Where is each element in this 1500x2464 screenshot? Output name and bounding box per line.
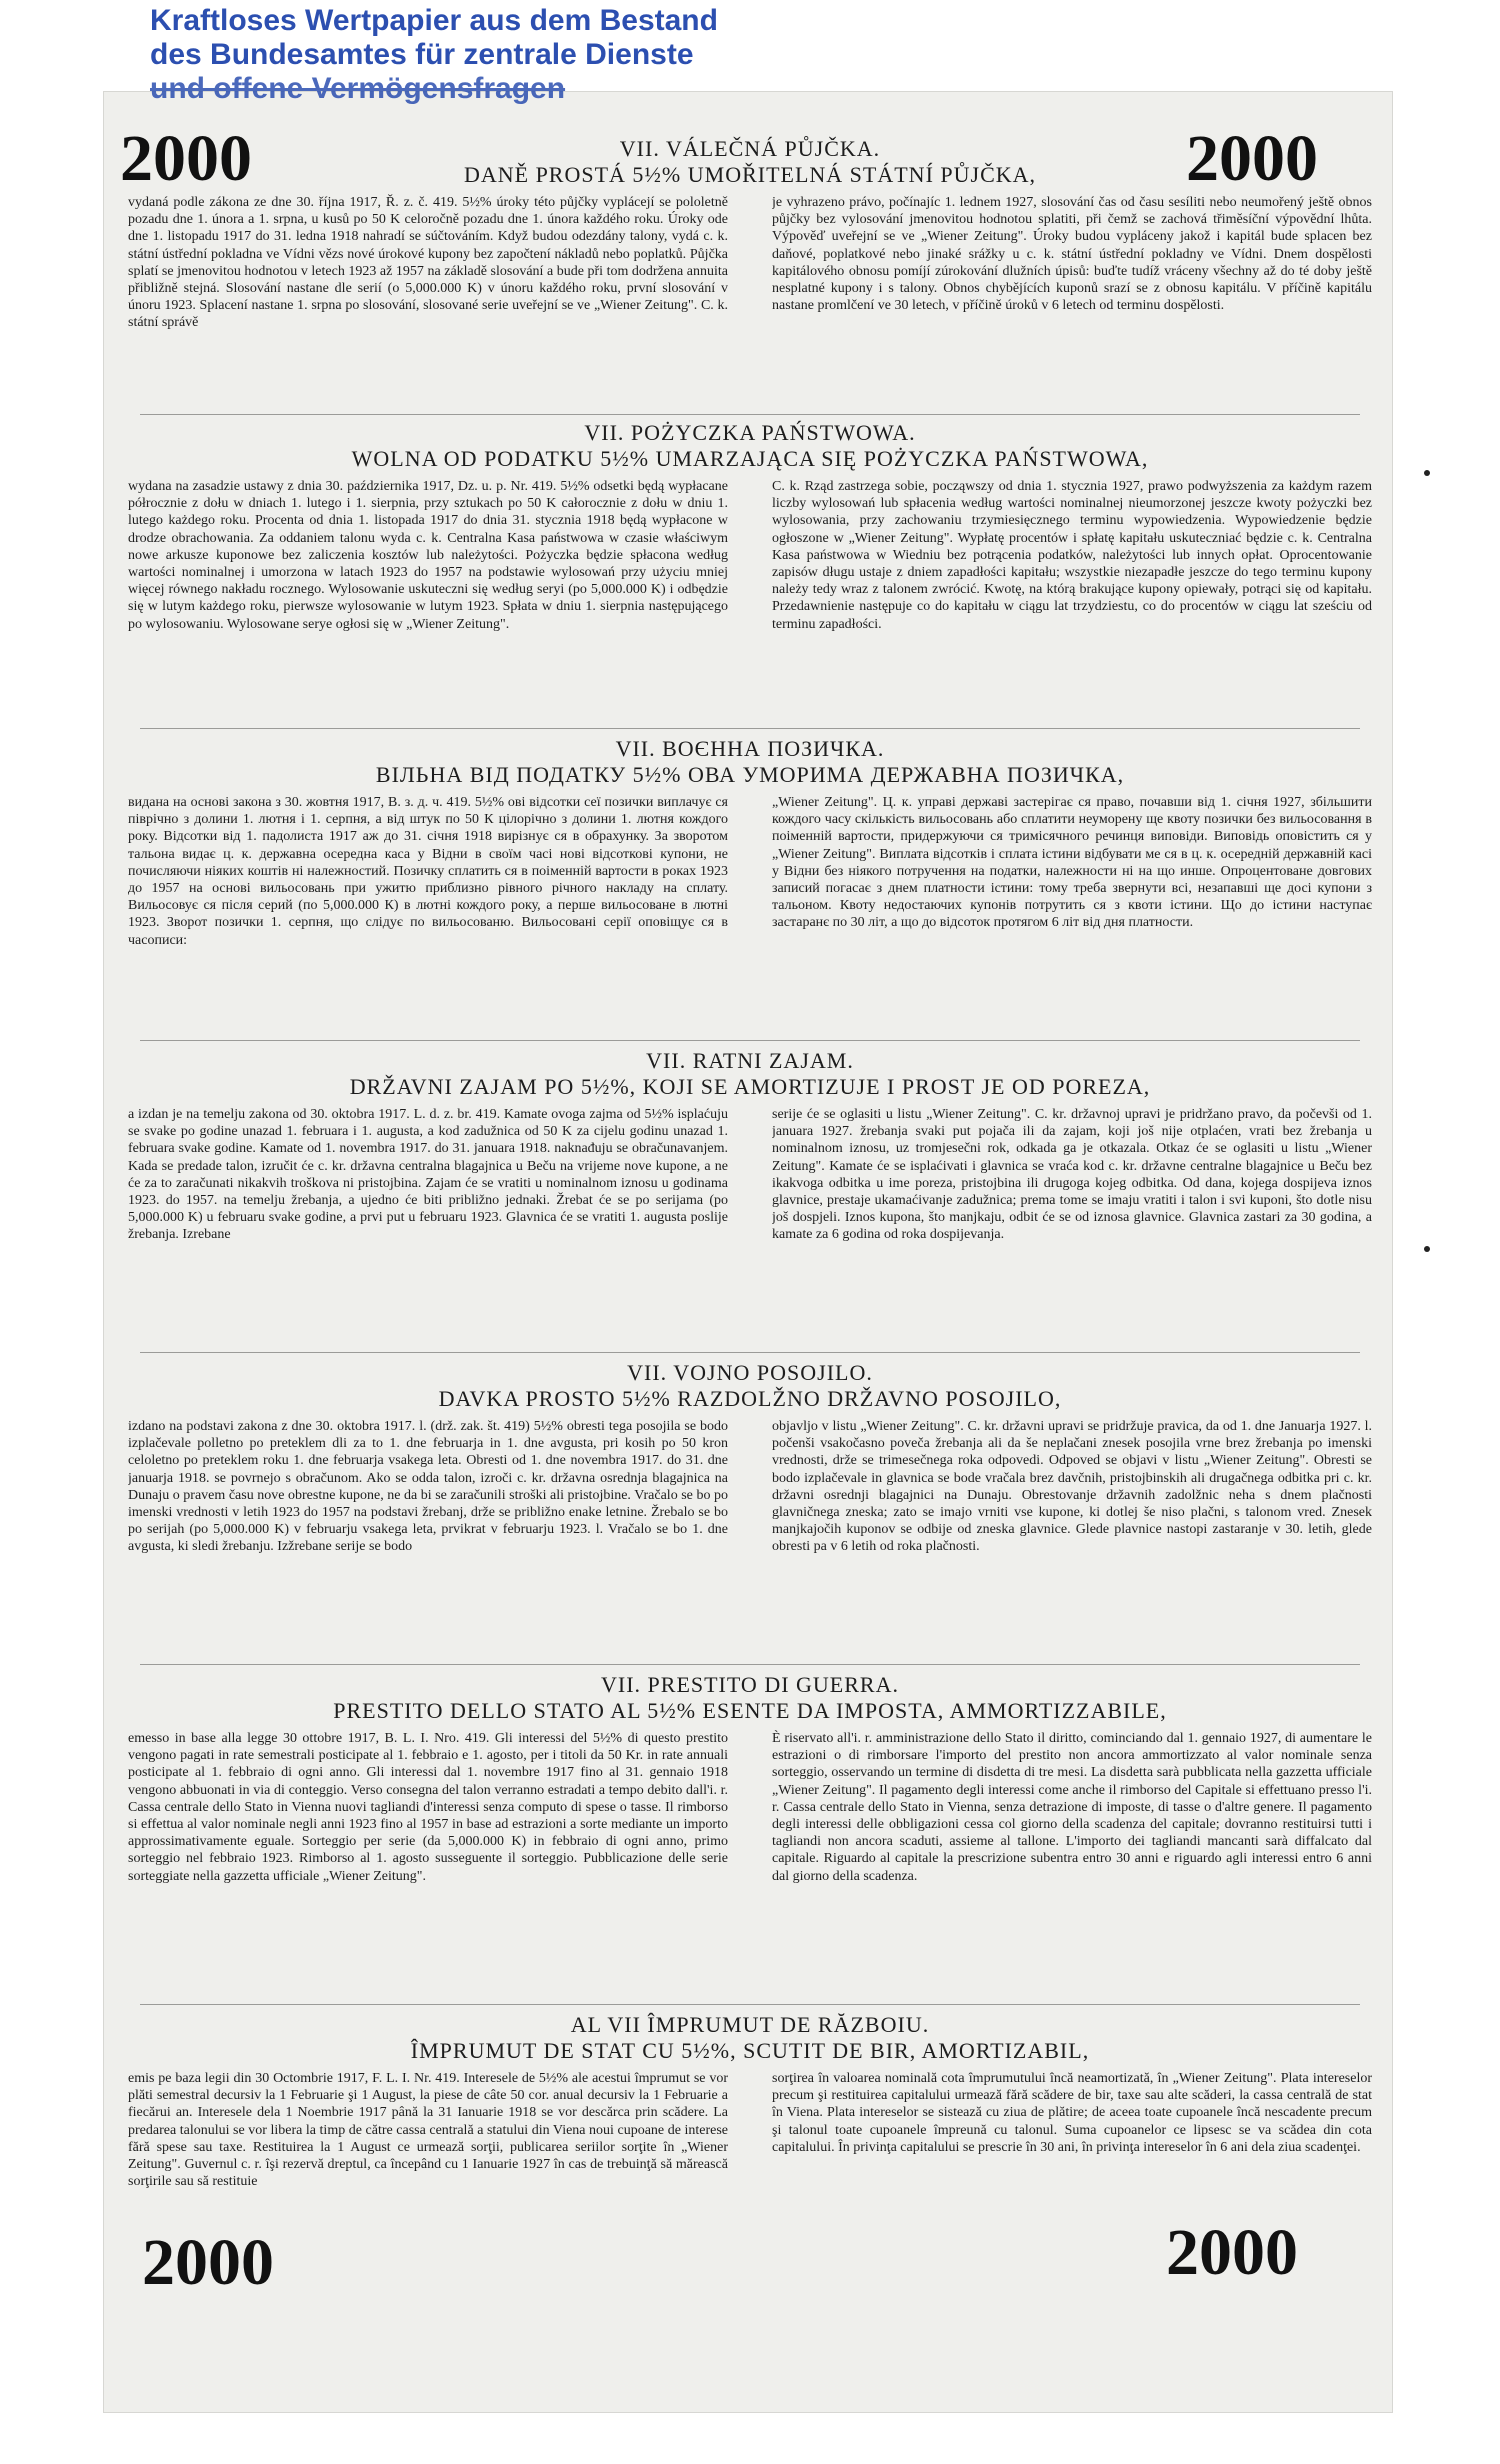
section-croatian-right-text: serije će se oglasiti u listu „Wiener Zeitung". C. kr. državnoj upravi je pridržano pravo, da počevši od 1. januara 1927. žrebanja svaki put pojača ili da zajam, koji još nije otplaćen, vrati bez žrebanja u nominalnom iznosu, uz tromjesečni rok, odkada ga je otkazala. Otkaz će se oglasiti u listu „Wiener Zeitung". Kamate će se isplaćivati i glavnica se vraća kod c. kr. državne centralne blagajnice u Beču bez ikakvoga odbitka u ime poreza, pristojbina ili drugoga kojeg odbitka. Od dana, kojega dospijeva iznos glavnice, prestaje ukamaćivanje zadužnica; prema tome se imaju vratiti i talon i svi kuponi, što dotle nisu još dospjeli. Iznos kupona, što manjkaju, odbit će se od iznosa glavnice. Glavnica zastari za 30 godina, a kamate za 6 godina od roka dospijevanja.: [772, 1107, 1372, 1243]
section-czech-right-text: je vyhrazeno právo, počínajíc 1. lednem 1927, slosování čas od času sesíliti nebo neumořený ještě obnos půjčky bez vylosování jmenovitou hodnotou splatiti, při čemž se zachová třiměsíční výpovědní lhůta. Výpověď uveřejní se ve „Wiener Zeitung". Úroky budou vypláceny jakož i kapitál bude splacen bez daňové, poplatkové nebo jinaké srážky u c. k. státní ústřední pokladny ve Vídni. Dnem dospělosti kapitálového obnosu pomíjí zúrokování dlužních úpisů: buďte tudíž vráceny všechny až do té doby ještě nesplatné kupony i s talony. Obnos chybějících kuponů srazí se z obnosu kapitálu. V příčině kapitálu nastane promlčení ve 30 letech, v příčině úroků v 6 letech od terminu dospělosti.: [772, 195, 1372, 314]
denomination-top-left: 2000: [120, 122, 252, 195]
section-czech-left-text: vydaná podle zákona ze dne 30. října 1917, Ř. z. č. 419. 5½% úroky této půjčky vyplácejí se pololetně pozadu dne 1. února a 1. srpna, u kusů po 50 K celoročně pozadu dne 1. února každého roku. Úroky ode dne 1. listopadu 1917 do 31. ledna 1918 nahradí se súčtováním. Když budou odezdány talony, vydá c. k. státní ústřední pokladna ve Vídni vězs nové úrokové kupony bez započtení nákladů nebo poplatků. Půjčka splatí se jmenovitou hodnotou v letech 1923 až 1957 na základě slosování a bude při tom dodržena annuita přibližně stejná. Slosování nastane dle serií (o 5,000.000 K) v únoru každého roku, první slosování v únoru 1923. Splacení nastane 1. srpna po slosování, slosované serie uveřejní se ve „Wiener Zeitung". C. k. státní správě: [128, 195, 728, 331]
denomination-bottom-left: 2000: [142, 2226, 274, 2299]
section-ukrainian-right-text: „Wiener Zeitung". Ц. к. управі державі застерігає ся право, почавши від 1. січня 1927, збільшити кождого часу скількість вильосовань або сплатити неуморену ще квоту позички без вильосовання в поіменній вартости, придержуючи ся тримісячного речинця виповіди. Виповідь оповістить ся у „Wiener Zeitung". Виплата відсотків і сплата істини відбувати ме ся в ц. к. осередній державній касі у Відни без ніякого потручення на податки, належности ні на що инше. Опроцентоване довгових записий погасає з днем платности істини: тому треба звернути всі, незапавші ще досі купони з тальоном. Квоту недостаючих купонів потрутить ся з квоти істини. Що до істини наступає застаранє по 30 літ, а що до відсоток протягом 6 літ від дня платности.: [772, 795, 1372, 931]
section-slovene-title: VII. VOJNO POSOJILO.: [627, 1360, 873, 1385]
section-slovene-right-text: objavljo v listu „Wiener Zeitung". C. kr. državni upravi se pridržuje pravica, da od 1. dne Januarja 1927. l. počenši vsakočasno poveča žrebanja ali da še neplačani znesek posojila vrne brez žrebanja po imenski vrednosti, drže se trimesečnega roka odpovedi. Odpoved se objavi v listu „Wiener Zeitung". Obresti se bodo izplačevale in glavnica se bode vračala brez davčnih, pristojbinskih ali drugačnega odbitka pri c. kr. državni osrednji blagajnici na Dunaju. Obrestovanje državnih zadolžnic neha s dnem plačnosti glavničnega zneska; zato se imajo vrniti vse kupone, ki dotlej še niso plačni, s talonom vred. Znesek manjkajočih kuponov se odbije od zneska glavnice. Glede plavnice nastopi zastaranje v 30. letih, glede obresti pa v 6 letih od roka plačnosti.: [772, 1419, 1372, 1555]
invalidation-stamp: [150, 4, 718, 106]
section-italian-subtitle: PRESTITO DELLO STATO AL 5½% ESENTE DA IMPOSTA, AMMORTIZZABILE,: [333, 1698, 1167, 1723]
section-italian-right-text: È riservato all'i. r. amministrazione dello Stato il diritto, cominciando dal 1. gennaio 1927, di aumentare le estrazioni o di rimborsare l'importo del prestito non ancora ammortizzato al valor nominale senza sorteggio, osservando un termine di disdetta di tre mesi. La disdetta sarà pubblicata nella gazzetta ufficiale „Wiener Zeitung". Il pagamento degli interessi come anche il rimborso del Capitale si effettuano presso l'i. r. Cassa centrale dello Stato in Vienna, senza detrazione di imposte, di tasse o d'altre genere. Il pagamento degli interessi delle obbligazioni cessa col giorno della scadenza del capitale; dovranno restituirsi tutti i tagliandi non ancora scaduti, assieme al tallone. L'importo dei tagliandi mancanti sarà diffalcato dal capitale. Riguardo al capitale la prescrizione subentra entro 30 anni e riguardo agli interessi entro 6 anni dal giorno della scadenza.: [772, 1731, 1372, 1884]
divider-3: [140, 1040, 1360, 1041]
section-italian: [128, 1672, 1372, 1972]
section-slovene-subtitle: DAVKA PROSTO 5½% RAZDOLŽNO DRŽAVNO POSOJILO,: [438, 1386, 1062, 1411]
divider-4: [140, 1352, 1360, 1353]
section-ukrainian: [128, 736, 1372, 1010]
section-croatian: [128, 1048, 1372, 1322]
section-italian-left-text: emesso in base alla legge 30 ottobre 1917, B. L. I. Nro. 419. Gli interessi del 5½% di questo prestito vengono pagati in rate semestrali posticipate al 1. febbraio e 1. agosto, per i titoli da 50 Kr. in rate annuali posticipate al 1. febbraio di ogni anno. Gli interessi dal 1. novembre 1917 fino al 31. gennaio 1918 vengono abbuonati in via di conteggio. Verso consegna del talon verranno estradati a tempo debito dall'i. r. Cassa centrale dello Stato in Vienna nuovi tagliandi d'interessi senza computo di spese o tasse. Il rimborso si effettua al valor nominale negli anni 1923 fino al 1957 in base ad estrazioni a sorte mediante un importo approssimativamente eguale. Sorteggio per serie (da 5,000.000 K) in febbraio di ogni anno, primo sorteggio nel febbraio 1923. Rimborso al 1. agosto susseguente il sorteggio. Pubblicazione delle serie sorteggiate nella gazzetta ufficiale „Wiener Zeitung".: [128, 1731, 728, 1884]
stamp-line-3: und offene Vermögensfragen: [150, 72, 566, 105]
section-ukrainian-title: VII. ВОЄННА ПОЗИЧКА.: [615, 736, 885, 761]
section-ukrainian-subtitle: ВІЛЬНА ВІД ПОДАТКУ 5½% ОВА УМОРИМА ДЕРЖАВНА ПОЗИЧКА,: [375, 762, 1125, 787]
section-croatian-left-text: a izdan je na temelju zakona od 30. oktobra 1917. L. d. z. br. 419. Kamate ovoga zajma od 5½% isplaćuju se svake po godine unazad 1. februara i 1. augusta, a kod zadužnica od 50 K za cijelu godinu unazad 1. februara svake godine. Kamate od 1. novembra 1917. do 31. januara 1918. naknađuju se obračunavanjem. Kada se predade talon, izručit će c. kr. državna centralna blagajnica u Beču na vrijeme nove kupone, a ne će za to zaračunati nikakvih troškova ni pristojbina. Zajam će se vratiti u nominalnom iznosu u godinama 1923. do 1957. na temelju žrebanja, a ujedno će biti približno jednaki. Žrebat će se po serijama (po 5,000.000 K) u februaru svake godine, a prvi put u februaru 1923. Glavnica će se vratiti 1. augusta poslije žrebanja. Izrebane: [128, 1107, 728, 1243]
punch-mark-2: [1424, 1246, 1430, 1252]
section-polish-subtitle: WOLNA OD PODATKU 5½% UMARZAJĄCA SIĘ POŻYCZKA PAŃSTWOWA,: [351, 446, 1149, 471]
section-polish-title: VII. POŻYCZKA PAŃSTWOWA.: [584, 420, 916, 445]
divider-6: [140, 2004, 1360, 2005]
divider-1: [140, 414, 1360, 415]
section-romanian-subtitle: ÎMPRUMUT DE STAT CU 5½%, SCUTIT DE BIR, AMORTIZABIL,: [410, 2038, 1090, 2063]
section-polish-right-text: C. k. Rząd zastrzega sobie, począwszy od dnia 1. stycznia 1927, prawo podwyższenia za każdym razem liczby wylosowań lub spłacenia według wartości nominalnej nieumorzonej jeszcze kwoty pożyczki bez wylosowania, przy zachowaniu trzymiesięcznego terminu wypowiedzenia. Wypowiedzenie będzie ogłoszone w „Wiener Zeitung". Wypłatę procentów i spłatę kapitału uskuteczniać będzie c. k. Centralna Kasa państwowa w Wiedniu bez potrącenia podatków, należytości lub innych opłat. Oprocentowanie zapisów długu ustaje z dniem zapadłości kapitału; wszystkie niezapadłe jeszcze do tego terminu kupony należy tedy wraz z talonem zwrócić. Kwotę, na którą brakujące kupony opiewały, potrąci się od kapitału. Przedawnienie następuje co do kapitału w ciągu lat trzydziestu, co do procentów w ciągu lat sześciu od terminu zapadłości.: [772, 479, 1372, 632]
section-slovene-left-text: izdano na podstavi zakona z dne 30. oktobra 1917. l. (drž. zak. št. 419) 5½% obresti tega posojila se bodo izplačevale polletno po preteklem dli za to 1. dne februarja in 1. dne avgusta, pri kosih po 50 kron celoletno po preteklem roku 1. dne februarja vsakega leta. Obresti od 1. dne novembra 1917. do 31. dne januarja 1918. se povrnejo s obračunom. Ako se odda talon, izroči c. kr. državna osrednja blagajnica na Dunaju o pravem času nove obrestne kupone, ne da bi se zaračunili stroški ali pristojbine. Vračalo se bo po imenski vrednosti v letih 1923 do 1957 na podstavi žrebanj, drže se približno enake letnine. Žrebalo se bo po serijah (po 5,000.000 K) v februarju vsakega leta, prvikrat v februarju 1923. l. Vračalo se bo 1. dne avgusta, ki sledi žrebanju. Izžrebane serije se bodo: [128, 1419, 728, 1555]
denomination-bottom-right: 2000: [1166, 2216, 1298, 2289]
stamp-line-1: Kraftloses Wertpapier aus dem Bestand: [150, 4, 718, 37]
section-czech-subtitle: DANĚ PROSTÁ 5½% UMOŘITELNÁ STÁTNÍ PŮJČKA,: [463, 162, 1037, 187]
section-romanian-title: AL VII ÎMPRUMUT DE RĂZBOIU.: [570, 2012, 930, 2037]
section-romanian-right-text: sorţirea în valoarea nominală cota împrumutului încă neamortizată, în „Wiener Zeitung". Plata intereselor precum şi restituirea capitalului urmează fără scădere de bir, taxe sau alte scăderi, la cassa centrală de stat în Viena. Plata intereselor se sistează cu ziua de plătire; de aceea toate cupoanele încă nescadente precum şi talonul toate cupoanele împreună cu talonul. Suma cupoanelor ce lipsesc se va scădea din cota capitalului. În privinţa capitalului se prescrie în 30 ani, în privinţa intereselor în 6 ani dela ziua scadenţei.: [772, 2071, 1372, 2155]
section-romanian: [128, 2012, 1372, 2260]
section-czech-title: VII. VÁLEČNÁ PŮJČKA.: [619, 136, 881, 161]
section-croatian-title: VII. RATNI ZAJAM.: [646, 1048, 854, 1073]
section-croatian-subtitle: DRŽAVNI ZAJAM PO 5½%, KOJI SE AMORTIZUJE I PROST JE OD POREZA,: [349, 1074, 1151, 1099]
section-italian-title: VII. PRESTITO DI GUERRA.: [601, 1672, 899, 1697]
section-polish: [128, 420, 1372, 702]
section-polish-left-text: wydana na zasadzie ustawy z dnia 30. października 1917, Dz. u. p. Nr. 419. 5½% odsetki będą wypłacane półrocznie z dołu w dniach 1. lutego i 1. sierpnia, przy sztukach po 50 K całorocznie z dołu w dniu 1. lutego każdego roku. Procenta od dnia 1. listopada 1917 do dnia 31. stycznia 1918 będą wypłacone w drodze obrachowania. Za oddaniem talonu wyda c. k. Centralna Kasa państwowa w czasie właściwym nowe arkusze kuponowe bez zaliczenia kosztów lub należytości. Pożyczka będzie spłacona według wartości nominalnej i umorzona w latach 1923 do 1957 na podstawie wylosowań przy użyciu mniej więcej równego nakładu rocznego. Wylosowanie uskuteczni się według seryi (po 5,000.000 K) i odbędzie się w lutym każdego roku, pierwsze wylosowanie w lutym 1923. Spłata w dniu 1. sierpnia następującego po wylosowaniu. Wylosowane serye ogłosi się w „Wiener Zeitung".: [128, 479, 728, 632]
divider-5: [140, 1664, 1360, 1665]
punch-mark-1: [1424, 470, 1430, 476]
stamp-line-2: des Bundesamtes für zentrale Dienste: [150, 38, 694, 71]
divider-2: [140, 728, 1360, 729]
section-czech: [128, 136, 1372, 402]
section-ukrainian-left-text: видана на основі закона з 30. жовтня 1917, В. з. д. ч. 419. 5½% ові відсотки сеї позички виплачує ся піврічно з долини 1. лютня і 1. серпня, а від штук по 50 К цілорічно з долини 1. лютня кождого року. Відсотки від 1. падолиста 1917 аж до 31. січня 1918 вирізнує ся в обрахунку. За зворотом тальона видає ц. к. державна осередна каса у Відни в своїм часі нові відсоткові купони, не почисляючи ніяких коштів ні належностий. Позичку сплатить ся в поіменній вартости в роках 1923 до 1957 на основі вильосовань при ужитю приблизно рівного річного накладу на сплату. Вильосовує ся після серий (по 5,000.000 К) в лютні кождого року, а перше вильосоване в лютні 1923. Зворот позички 1. серпня, що слідує по вильосованю. Вильосовані серії оповіщує ся в часописи:: [128, 795, 728, 948]
section-romanian-left-text: emis pe baza legii din 30 Octombrie 1917, F. L. I. Nr. 419. Interesele de 5½% ale acestui împrumut se vor plăti semestral decursiv la 1 Februarie şi 1 August, la piese de câte 50 cor. anual decursiv la 1 Februarie a fiecărui an. Interesele dela 1 Noembrie 1917 până la 31 Ianuarie 1918 se vor descărca prin scădere. La predarea talonului se vor libera la timp de către cassa centrală a statului din Viena noui cupoane de interese fără spese sau taxe. Restituirea la 1 August ce urmează sorţii, publicarea seriilor sorţite în „Wiener Zeitung". Guvernul c. r. îşi rezervă dreptul, ca începând cu 1 Ianuarie 1927 în cas de trebuinţă să mărească sorţirile sau să restituie: [128, 2071, 728, 2190]
section-slovene: [128, 1360, 1372, 1634]
denomination-top-right: 2000: [1186, 122, 1318, 195]
